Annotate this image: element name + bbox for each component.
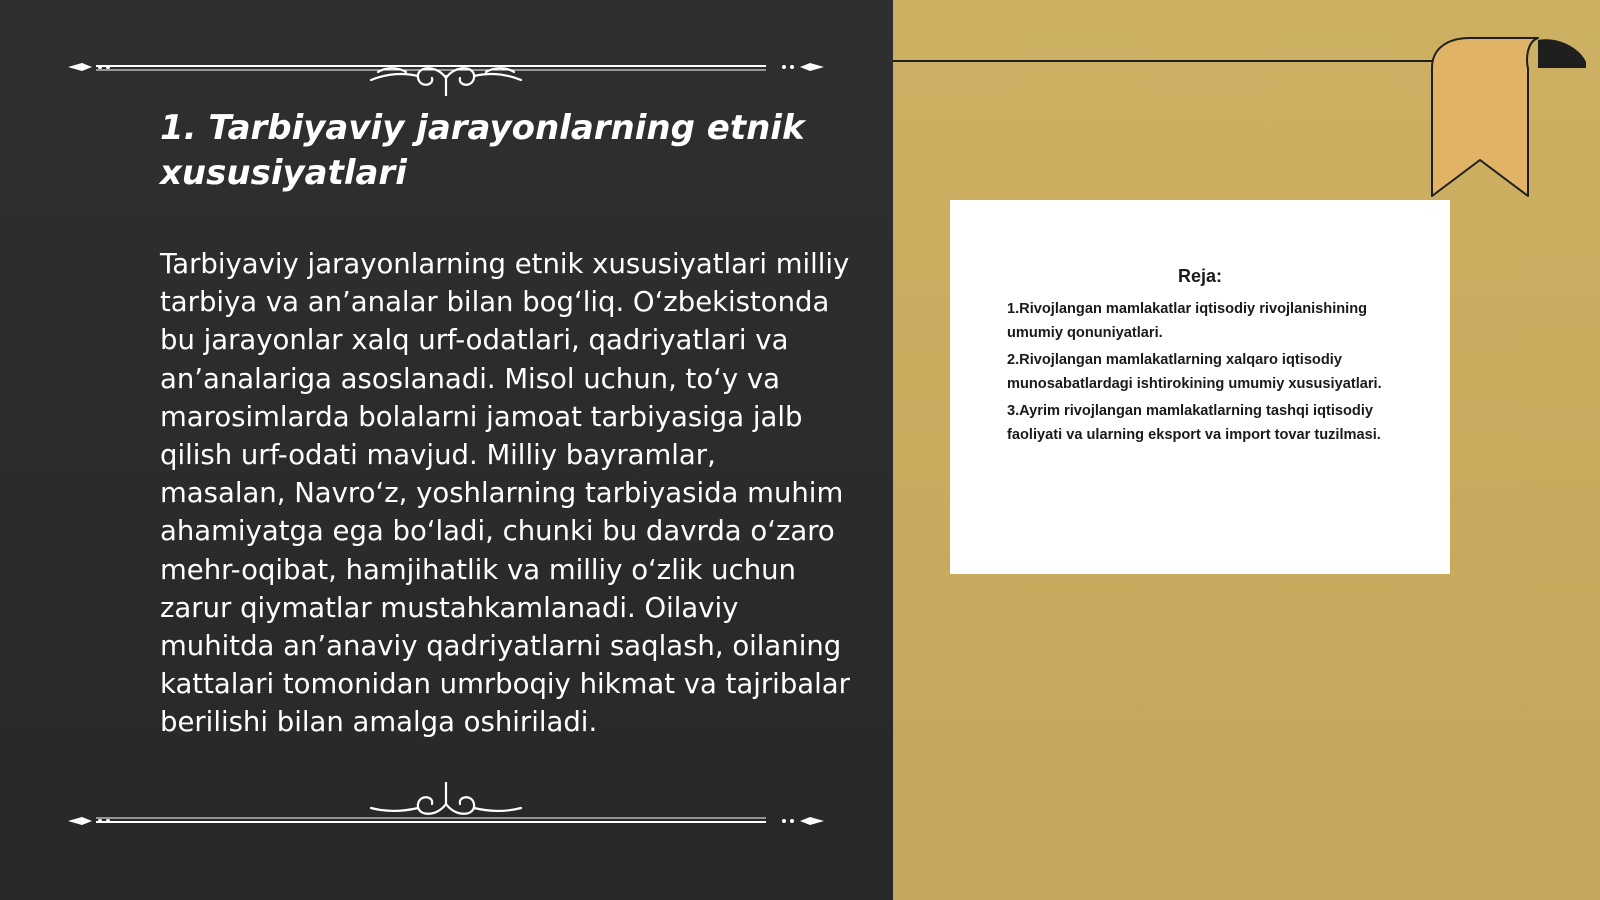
plan-title: Reja:	[1177, 266, 1222, 286]
plan-card	[950, 200, 1450, 574]
plan-item-2: 2.Rivojlangan mamlakatlarning xalqaro iqtisodiy munosabatlardagi ishtirokining umumiy xususiyatlari.	[1007, 352, 1382, 392]
flourish-divider-bottom-icon	[66, 782, 826, 842]
header-divider-line	[893, 60, 1438, 62]
plan-list	[1007, 298, 1407, 451]
plan-item-3: 3.Ayrim rivojlangan mamlakatlarning tashqi iqtisodiy faoliyati va ularning eksport va import tovar tuzilmasi.	[1007, 403, 1381, 443]
flourish-divider-top-icon	[66, 36, 826, 96]
slide-title: 1. Tarbiyaviy jarayonlarning etnik xususiyatlari	[160, 108, 805, 193]
plan-item-1: 1.Rivojlangan mamlakatlar iqtisodiy rivojlanishining umumiy qonuniyatlari.	[1007, 301, 1368, 341]
slide-body-text: Tarbiyaviy jarayonlarning etnik xususiyatlari milliy tarbiya va an’analar bilan bog‘liq. O‘zbekistonda bu jarayonlar xalq urf-odatlari, qadriyatlari va an’analariga asoslanadi. Misol uchun, to‘y va marosimlarda bolalarni jamoat tarbiyasiga jalb qilish urf-odati mavjud. Milliy bayramlar, masalan, Navro‘z, yoshlarning tarbiyasida muhim ahamiyatga ega bo‘ladi, chunki bu davrda o‘zaro mehr-oqibat, hamjihatlik va milliy o‘zlik uchun zarur qiymatlar mustahkamlanadi. Oilaviy muhitda an’anaviy qadriyatlarni saqlash, oilaning kattalari tomonidan umrboqiy hikmat va tajribalar berilishi bilan amalga oshiriladi.	[160, 248, 850, 739]
ribbon-bookmark-icon	[1430, 34, 1590, 204]
